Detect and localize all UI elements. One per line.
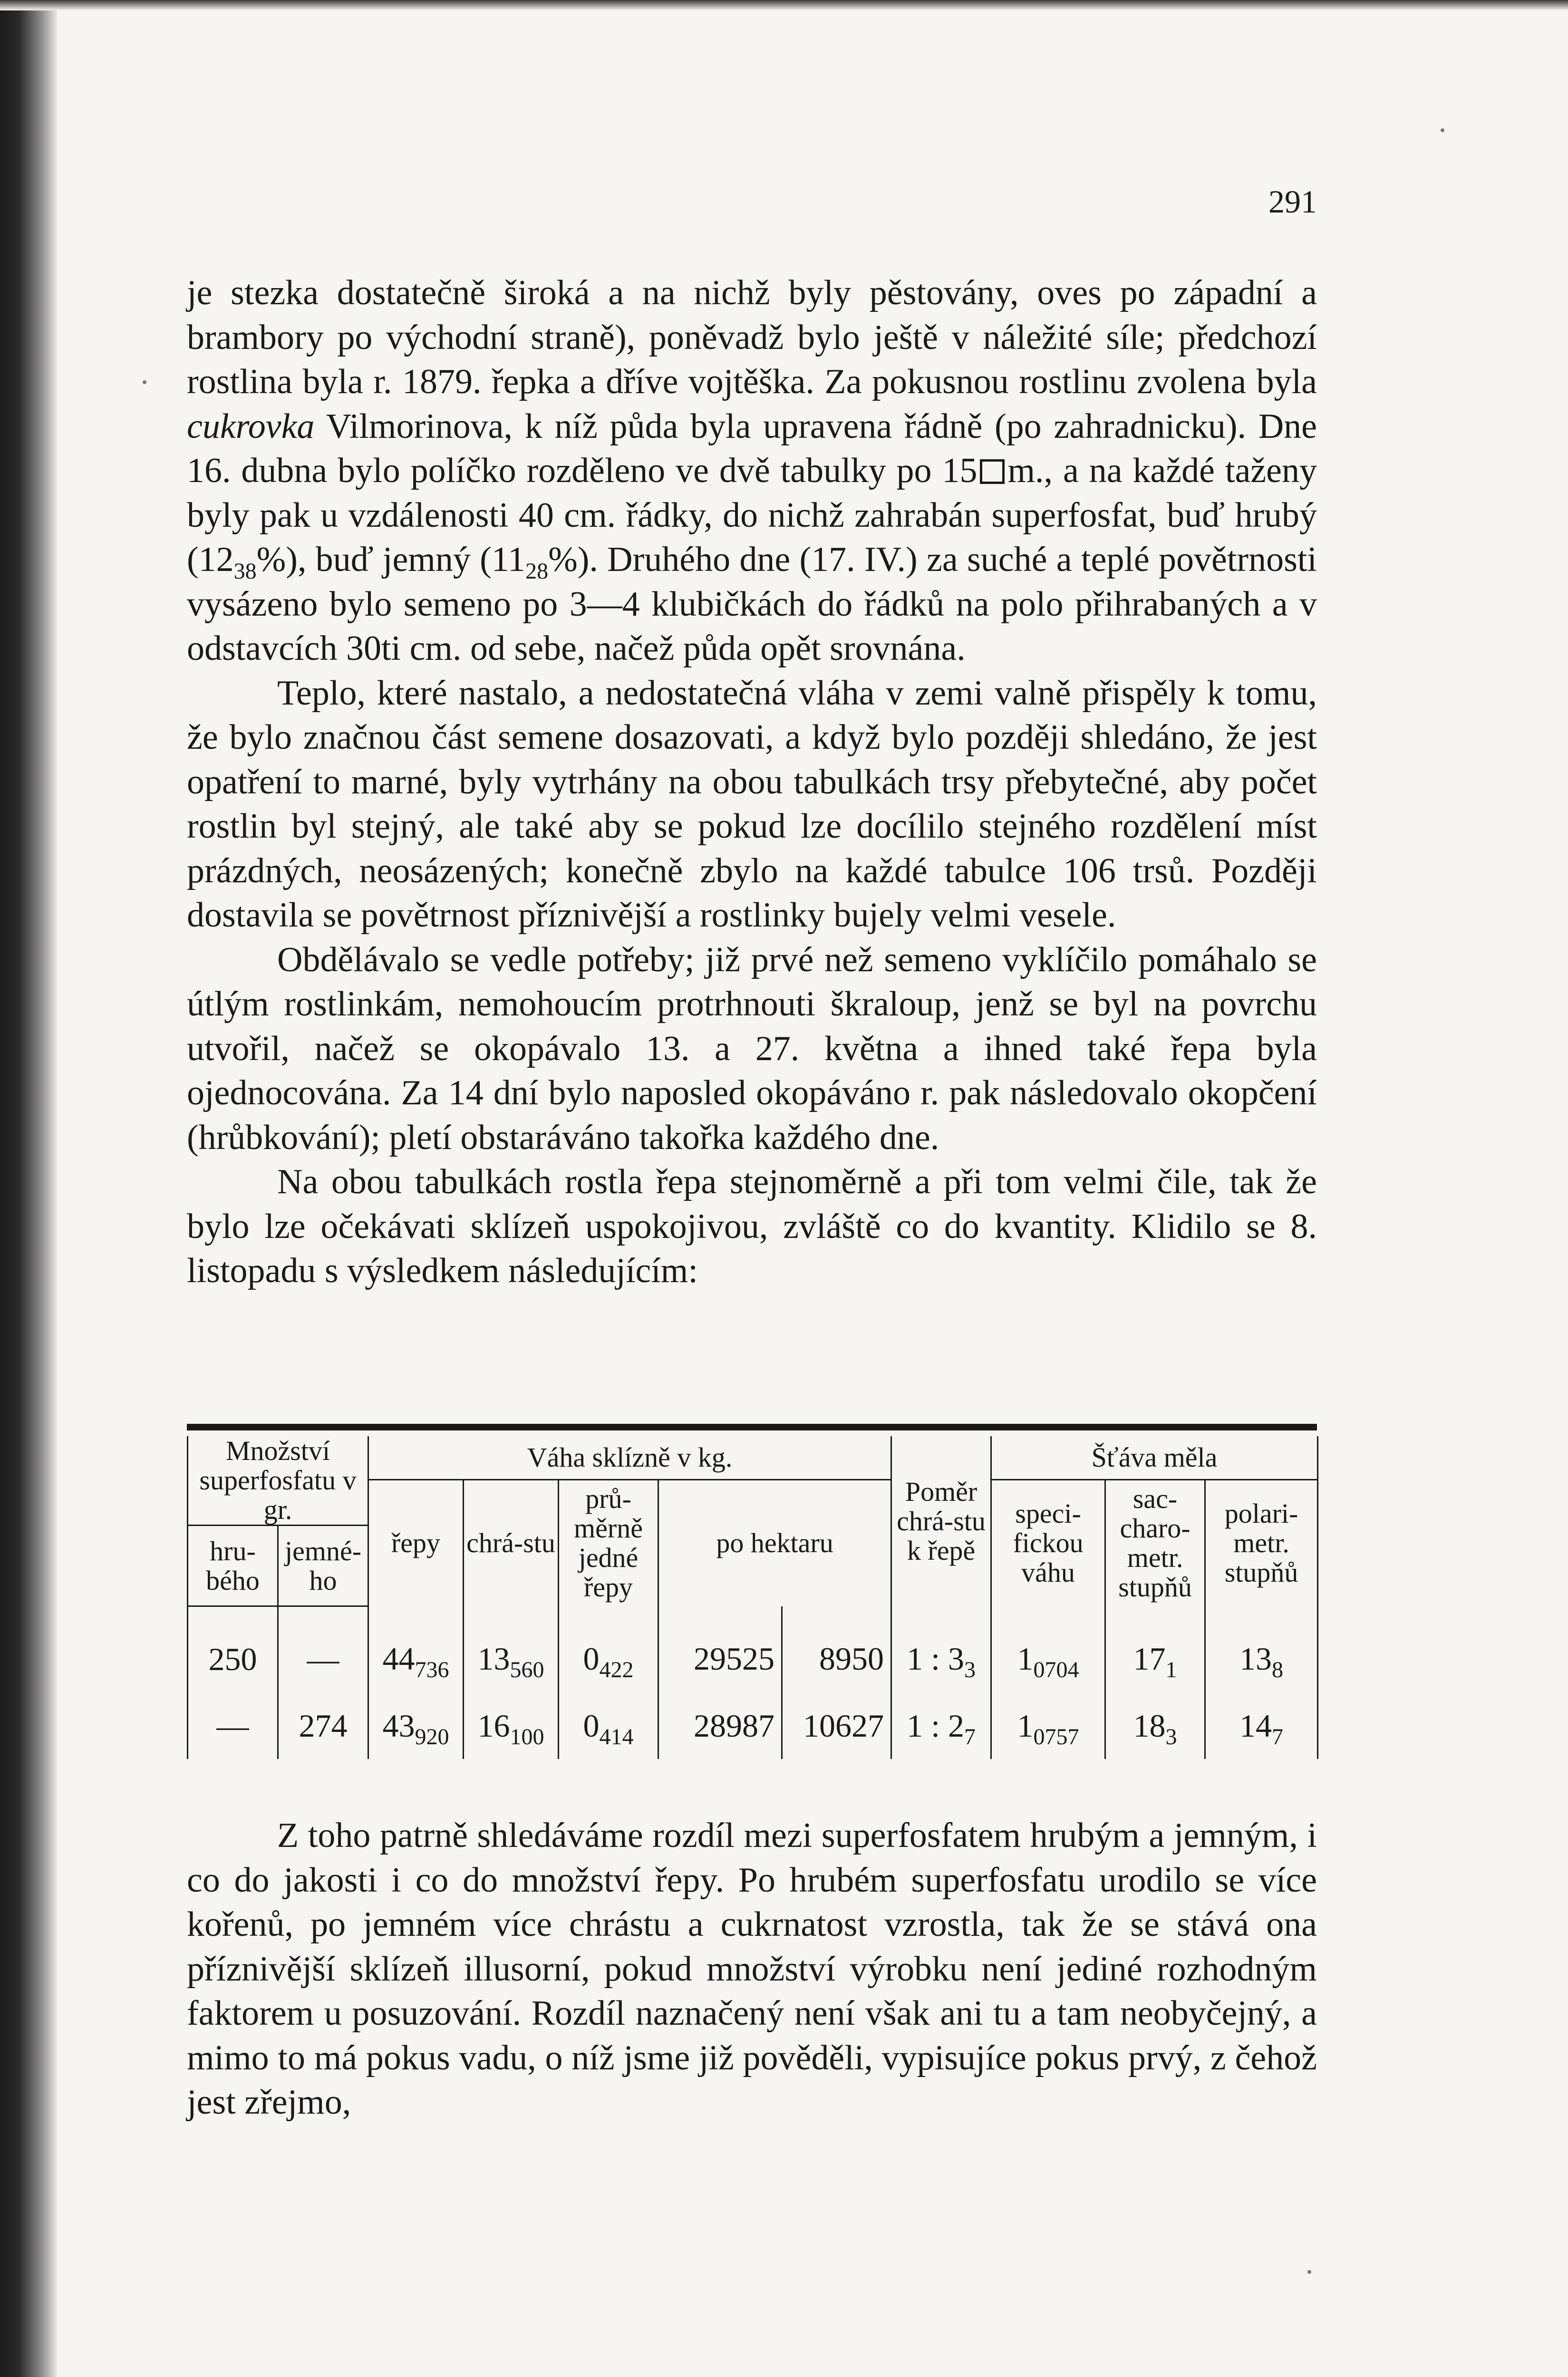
page-top-edge (0, 0, 1568, 10)
table-top-rule (187, 1424, 1317, 1430)
paragraph-5: Z toho patrně shledáváme rozdíl mezi superfosfatem hrubým a jemným, i co do jakosti i co do množství řepy. Po hrubém superfosfatu urodilo se více kořenů, po jemném více chrástu a cukrnatost vzrostla, tak že se stává ona příznivější sklízeň illusorní, pokud množství výrobku není jediné rozhodným faktorem u posuzování. Rozdíl naznačený není však ani tu a tam neobyčejný, a mimo to má pokus vadu, o níž jsme již pověděli, vypisujíce pokus prvý, z čehož jest zřejmo, (187, 1816, 1317, 2122)
paragraph-1: je stezka dostatečně široká a na nichž byly pěstovány, oves po západní a brambory po východní straně), poněvadž bylo ještě v náležité síle; předchozí rostlina byla r. 1879. řepka a dříve vojtěška. Za pokusnou rostlinu zvolena byla cukrovka Vilmorinova, k níž půda byla upravena řádně (po zahradnicku). Dne 16. dubna bylo políčko rozděleno ve dvě tabulky po 15 m., a na každé taženy byly pak u vzdálenosti 40 cm. řádky, do nichž zahrabán superfosfat, buď hrubý $(12_{38}\%)$, buď jemný $(11_{28}\%)$. Druhého dne (17. IV.) za suché a teplé povětrnosti vysázeno bylo semeno po 3—4 klubičkách do řádků na polo přihrabaných a v odstavcích 30ti cm. od sebe, načež půda opět srovnána. (187, 273, 1317, 668)
text-block-bottom (187, 1814, 1317, 2125)
col-hrubeho-header: hru-bého (188, 1526, 278, 1606)
col-prumerne-header: prů-měrně jedné řepy (559, 1480, 658, 1606)
paper-speck (143, 380, 146, 384)
col-repy-header: řepy (368, 1480, 464, 1606)
paragraph-4: Na obou tabulkách rostla řepa stejnoměrně a při tom velmi čile, tak že bylo lze očekávati sklízeň uspokojivou, zvláště co do kvantity. Klidilo se 8. listopadu s výsledkem následujícím: (187, 1162, 1317, 1290)
results-table (187, 1436, 1318, 1759)
paragraph-2: Teplo, které nastalo, a nedostatečná vláha v zemi valně přispěly k tomu, že bylo značnou část semene dosazovati, a když bylo později shledáno, že jest opatření to marné, byly vytrhány na obou tabulkách trsy přebytečné, aby počet rostlin byl stejný, ale také aby se pokud lze docílilo stejného rozdělení míst prázdných, neosázených; konečně zbylo na každé tabulce 106 trsů. Později dostavila se povětrnost příznivější a rostlinky bujely velmi vesele. (187, 673, 1317, 935)
col-pomer-header: Poměr chrá-stu k řepě (891, 1436, 991, 1606)
table-row: 250 — $44_{736}$ $13_{560}$ $0_{422}$ 29525 8950 1 : $3_3$ $1_{0704}$ $17_1$ $13_8$ (188, 1606, 1318, 1693)
book-spine-shadow (0, 0, 57, 2377)
paper-speck (1307, 2270, 1311, 2274)
col-chrastu-header: chrá-stu (464, 1480, 559, 1606)
col-mnozstvi-header: Množství superfosfatu v gr. (188, 1436, 368, 1526)
col-specif-header: speci-fickou váhu (991, 1480, 1105, 1606)
table-header-row-1 (188, 1436, 1318, 1480)
col-vaha-header: Váha sklízně v kg. (368, 1436, 891, 1480)
paper-speck (1441, 128, 1444, 132)
col-hektar-header: po hektaru (658, 1480, 891, 1606)
paragraph-3: Obdělávalo se vedle potřeby; již prvé než semeno vyklíčilo pomáhalo se útlým rostlinkám, nemohoucím protrhnouti škraloup, jenž se byl na povrchu utvořil, načež se okopávalo 13. a 27. května a ihned také řepa byla ojednocována. Za 14 dní bylo naposled okopáváno r. pak následovalo okopčení (hrůbkování); pletí obstaráváno takořka každého dne. (187, 940, 1317, 1157)
col-polari-header: polari-metr. stupňů (1205, 1480, 1318, 1606)
page-number: 291 (1268, 184, 1317, 220)
results-table-wrap (187, 1424, 1317, 1759)
col-stava-header: Šťáva měla (991, 1436, 1318, 1480)
text-block-top (187, 271, 1317, 1294)
col-sachar-header: sac-charo-metr. stupňů (1105, 1480, 1205, 1606)
table-row: — 274 $43_{920}$ $16_{100}$ $0_{414}$ 28987 10627 1 : $2_7$ $1_{0757}$ $18_3$ $14_7$ (188, 1692, 1318, 1759)
col-jemneho-header: jemné-ho (278, 1526, 368, 1606)
italic-term: cukrovka (187, 406, 315, 446)
square-symbol (980, 459, 1005, 484)
